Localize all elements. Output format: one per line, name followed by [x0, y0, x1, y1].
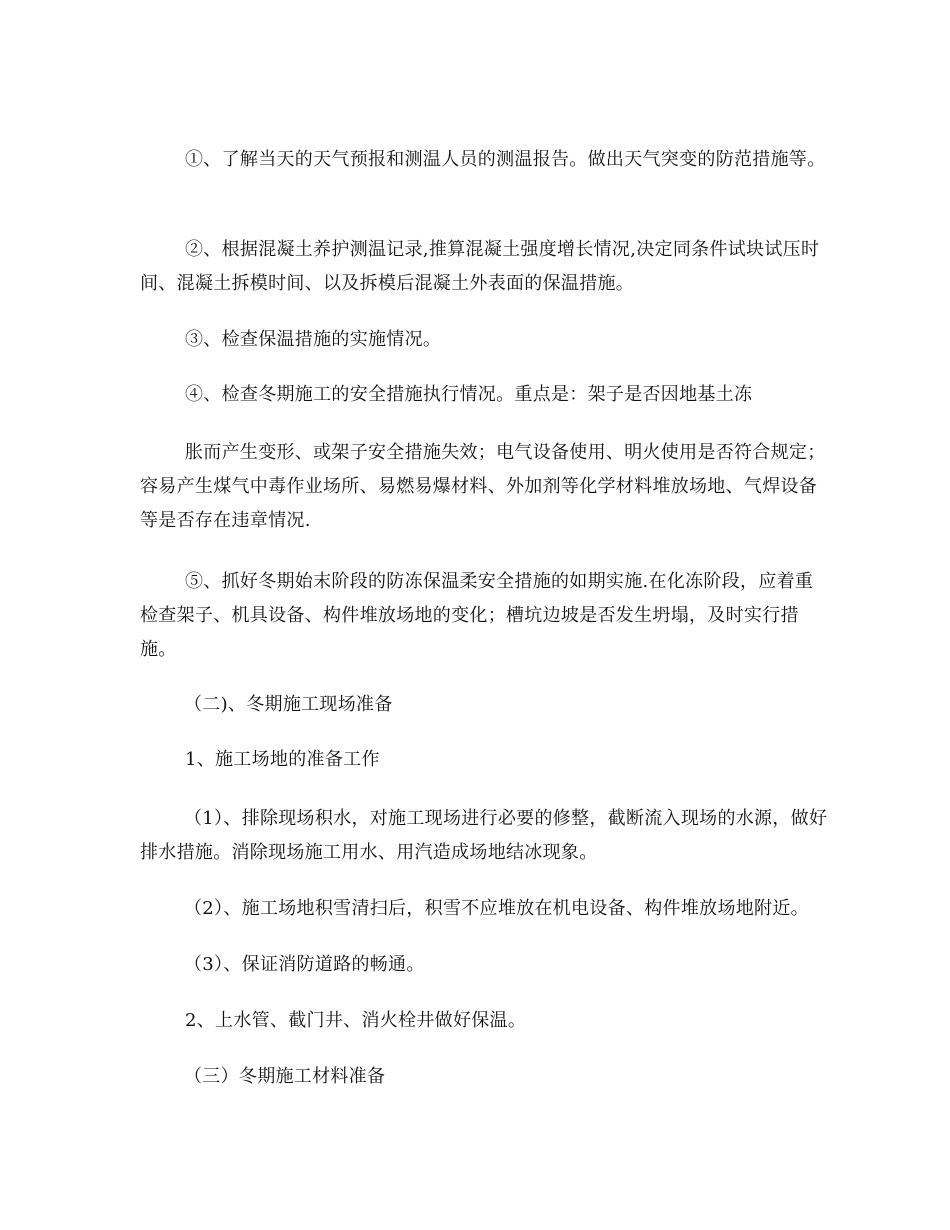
paragraph-5: 胀而产生变形、或架子安全措施失效；电气设备使用、明火使用是否符合规定；容易产生煤气中毒作业场所、易燃易爆材料、外加剂等化学材料堆放场地、气焊设备等是否存在违章情况. — [140, 442, 826, 531]
paragraph-6: ⑤、抓好冬期始末阶段的防冻保温柔安全措施的如期实施.在化冻阶段，应着重检查架子、机具设备、构件堆放场地的变化；槽坑边坡是否发生坍塌，及时实行措施。 — [140, 571, 814, 660]
paragraph-1: ①、了解当天的天气预报和测温人员的测温报告。做出天气突变的防范措施等。 — [185, 149, 826, 170]
section-heading-2: （二)、冬期施工现场准备 — [184, 694, 393, 715]
paragraph-water-pipes: 2、上水管、截门井、消火栓井做好保温。 — [185, 1010, 527, 1031]
paragraph-item-2: （2）、施工场地积雪清扫后，积雪不应堆放在机电设备、构件堆放场地附近。 — [184, 898, 809, 919]
paragraph-2: ②、根据混凝土养护测温记录,推算混凝土强度增长情况,决定同条件试块试压时间、混凝土拆模时间、以及拆模后混凝土外表面的保温措施。 — [140, 239, 820, 294]
subheading-site-prep: 1、施工场地的准备工作 — [185, 749, 380, 770]
section-heading-3: （三）冬期施工材料准备 — [184, 1066, 386, 1087]
paragraph-4: ④、检查冬期施工的安全措施执行情况。重点是：架子是否因地基土冻 — [185, 384, 753, 405]
paragraph-item-3: （3）、保证消防道路的畅通。 — [184, 954, 425, 975]
paragraph-item-1: （1）、排除现场积水，对施工现场进行必要的修整，截断流入现场的水源，做好排水措施。消除现场施工用水、用汽造成场地结冰现象。 — [140, 808, 828, 863]
paragraph-3: ③、检查保温措施的实施情况。 — [185, 329, 442, 350]
